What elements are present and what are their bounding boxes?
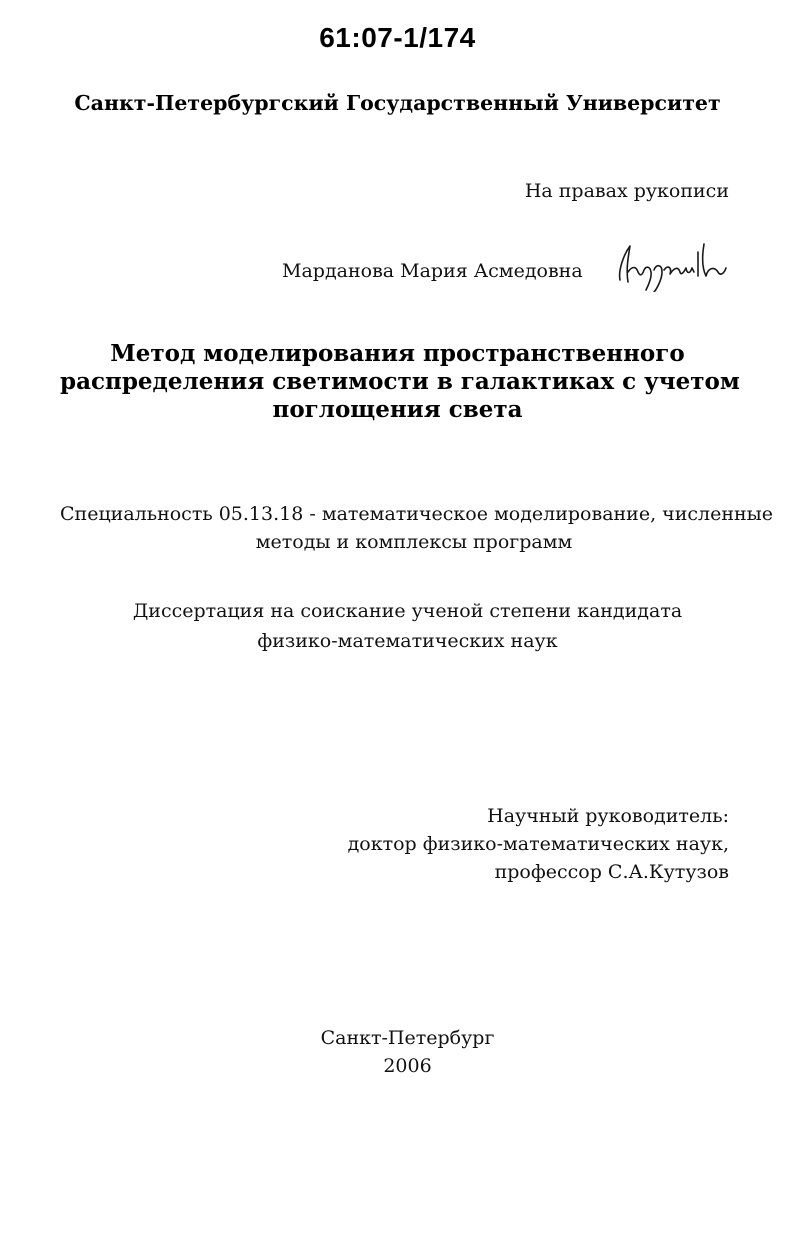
degree-line: Диссертация на соискание ученой степени кандидата [132, 600, 683, 622]
year: 2006 [383, 1055, 432, 1077]
catalog-number: 61:07-1/174 [319, 22, 476, 53]
rights-note: На правах рукописи [524, 180, 729, 202]
university-name: Санкт-Петербургский Государственный Университет [74, 91, 721, 115]
dissertation-title [60, 340, 740, 424]
city: Санкт-Петербург [320, 1027, 495, 1049]
author-name: Марданова Мария Асмедовна [282, 260, 583, 282]
degree-line: физико-математических наук [257, 630, 558, 652]
title-line: распределения светимости в галактиках с учетом [60, 368, 740, 395]
supervisor-name: профессор С.А.Кутузов [494, 861, 729, 883]
title-line: Метод моделирования пространственного [110, 340, 685, 367]
author-signature [610, 232, 735, 292]
supervisor-block [348, 802, 729, 886]
specialty [60, 500, 774, 556]
degree-statement [0, 596, 795, 656]
supervisor-label: Научный руководитель: [487, 805, 729, 827]
title-line: поглощения света [272, 396, 523, 423]
specialty-line: Специальность 05.13.18 - математическое моделирование, численные [60, 503, 774, 525]
specialty-line: методы и комплексы программ [255, 531, 573, 553]
footer [0, 1024, 795, 1080]
supervisor-degree: доктор физико-математических наук, [347, 833, 729, 855]
